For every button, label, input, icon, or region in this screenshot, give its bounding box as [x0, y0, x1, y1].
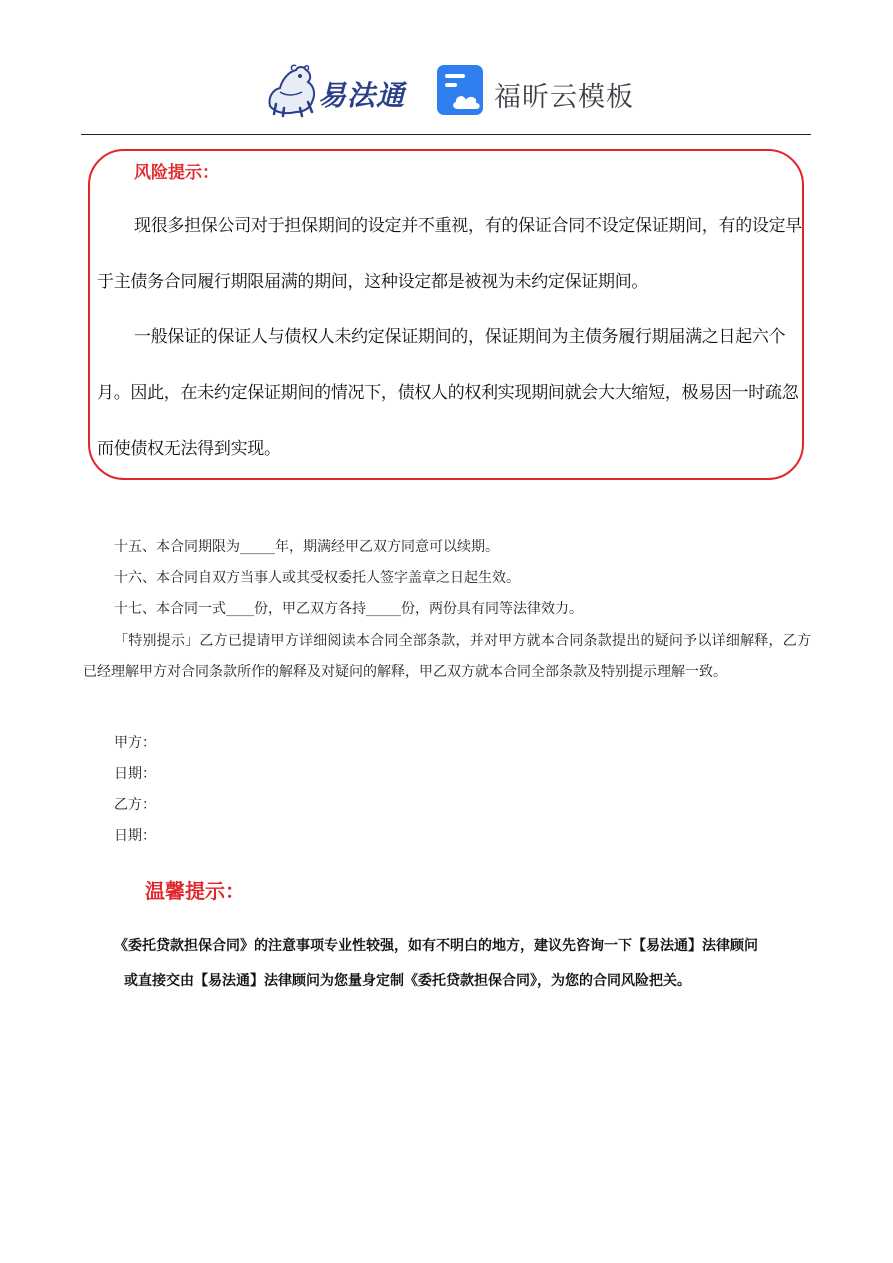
qilin-emblem-icon: [262, 62, 322, 118]
party-b-date-label: 日期：: [114, 828, 156, 844]
clause-15: 十五、本合同期限为_____年，期满经甲乙双方同意可以续期。: [114, 539, 499, 555]
clause-17: 十七、本合同一式____份，甲乙双方各持_____份，两份具有同等法律效力。: [114, 601, 583, 617]
party-a-date-label: 日期：: [114, 766, 156, 782]
risk-paragraph-1: 现很多担保公司对于担保期间的设定并不重视，有的保证合同不设定保证期间，有的设定早于主债务合同履行期限届满的期间，这种设定都是被视为未约定保证期间。: [97, 216, 802, 292]
party-a-label: 甲方：: [114, 735, 156, 751]
yifatong-brand-text: 易法通: [318, 79, 406, 112]
warm-tip-title: 温馨提示：: [145, 879, 245, 903]
risk-paragraph-2: 一般保证的保证人与债权人未约定保证期间的，保证期间为主债务履行期届满之日起六个月。因此，在未约定保证期间的情况下，债权人的权利实现期间就会大大缩短，极易因一时疏忽而使债权无法得到实现。: [97, 327, 799, 459]
risk-notice-title: 风险提示：: [134, 163, 219, 183]
page-header: [0, 58, 893, 122]
cloud-template-icon: [436, 64, 488, 116]
warm-tip-line-1: 《委托贷款担保合同》的注意事项专业性较强，如有不明白的地方，建议先咨询一下【易法通】法律顾问: [114, 938, 758, 954]
header-divider: [81, 134, 811, 135]
warm-tip-line-2: 或直接交由【易法通】法律顾问为您量身定制《委托贷款担保合同》，为您的合同风险把关。: [124, 973, 691, 989]
party-b-label: 乙方：: [114, 797, 156, 813]
yifatong-logo: [262, 62, 412, 118]
clause-16: 十六、本合同自双方当事人或其受权委托人签字盖章之日起生效。: [114, 570, 520, 586]
special-notice-paragraph: 「特别提示」乙方已提请甲方详细阅读本合同全部条款，并对甲方就本合同条款提出的疑问予以详细解释，乙方已经理解甲方对合同条款所作的解释及对疑问的解释，甲乙双方就本合同全部条款及特别提示理解一致。: [83, 633, 811, 680]
fuxin-cloud-logo: [436, 64, 646, 118]
fuxin-brand-text: 福昕云模板: [494, 82, 634, 113]
